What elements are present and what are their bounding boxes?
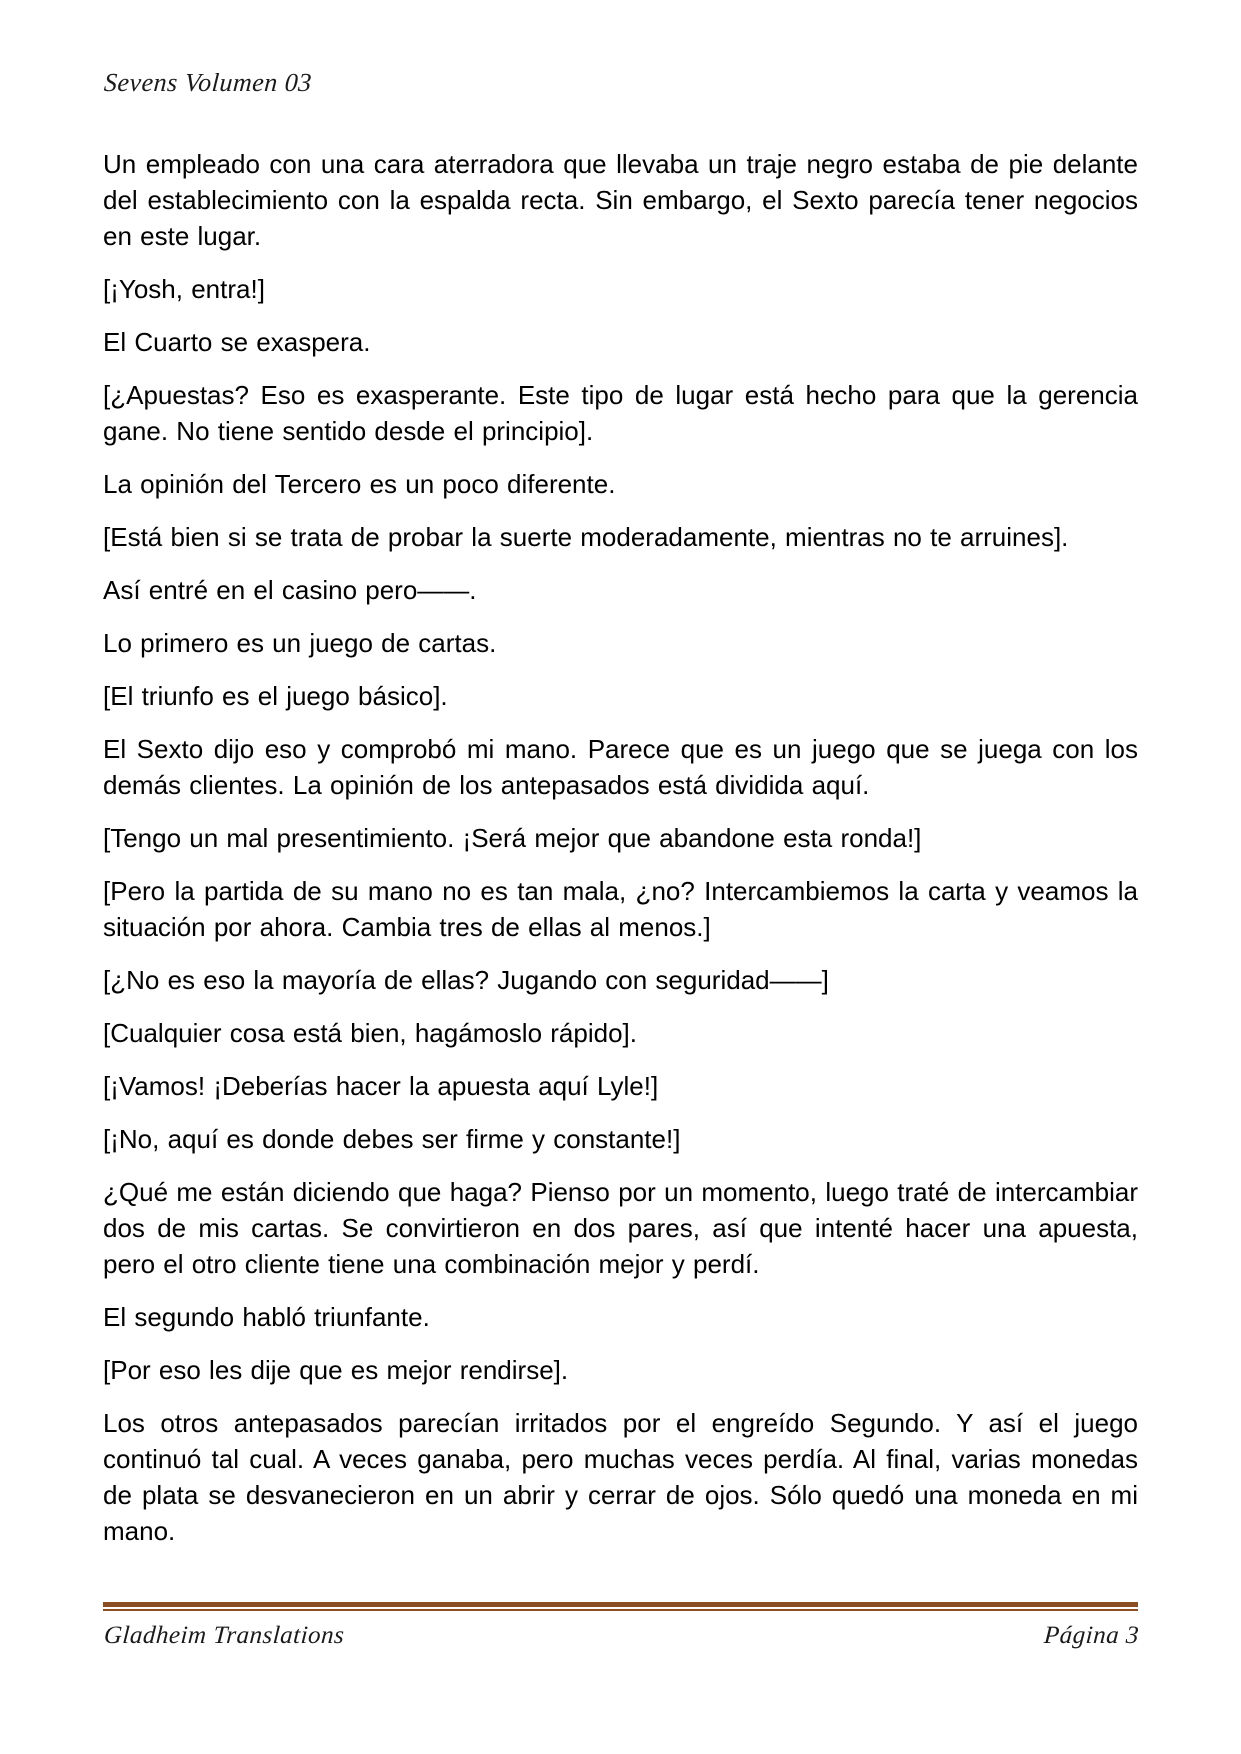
body-paragraph: [Pero la partida de su mano no es tan mala, ¿no? Intercambiemos la carta y veamos la situación por ahora. Cambia tres de ellas al menos.] xyxy=(103,876,1138,942)
body-paragraph: [¿No es eso la mayoría de ellas? Jugando con seguridad——] xyxy=(103,965,829,995)
body-paragraph: La opinión del Tercero es un poco diferente. xyxy=(103,469,616,499)
body-paragraph: [El triunfo es el juego básico]. xyxy=(103,681,448,711)
body-paragraph: El Cuarto se exaspera. xyxy=(103,327,371,357)
body-paragraph: Un empleado con una cara aterradora que llevaba un traje negro estaba de pie delante del establecimiento con la espalda recta. Sin embargo, el Sexto parecía tener negocios en este lugar. xyxy=(103,149,1138,251)
page-header-title: Sevens Volumen 03 xyxy=(103,68,313,97)
body-paragraph: [Tengo un mal presentimiento. ¡Será mejor que abandone esta ronda!] xyxy=(103,823,922,853)
body-paragraph: [¡Yosh, entra!] xyxy=(103,274,265,304)
body-paragraph: Así entré en el casino pero——. xyxy=(103,575,477,605)
body-paragraph: [Está bien si se trata de probar la suerte moderadamente, mientras no te arruines]. xyxy=(103,522,1069,552)
body-paragraph: ¿Qué me están diciendo que haga? Pienso por un momento, luego traté de intercambiar dos de mis cartas. Se convirtieron en dos pares, así que intenté hacer una apuesta, pero el otro cliente tiene una combinación mejor y perdí. xyxy=(103,1177,1138,1279)
body-paragraph: [Cualquier cosa está bien, hagámoslo rápido]. xyxy=(103,1018,637,1048)
body-paragraph: El Sexto dijo eso y comprobó mi mano. Parece que es un juego que se juega con los demás clientes. La opinión de los antepasados está dividida aquí. xyxy=(103,734,1138,800)
footer-rule xyxy=(103,1602,1138,1611)
body-paragraph: Los otros antepasados parecían irritados por el engreído Segundo. Y así el juego continuó tal cual. A veces ganaba, pero muchas veces perdía. Al final, varias monedas de plata se desvanecieron en un abrir y cerrar de ojos. Sólo quedó una moneda en mi mano. xyxy=(103,1408,1138,1546)
body-paragraph: [Por eso les dije que es mejor rendirse]. xyxy=(103,1355,569,1385)
footer-page-number: Página 3 xyxy=(1043,1622,1140,1649)
page-header xyxy=(103,68,1138,98)
footer-translator-name: Gladheim Translations xyxy=(103,1622,346,1649)
body-paragraph: El segundo habló triunfante. xyxy=(103,1302,430,1332)
body-paragraph: [¡No, aquí es donde debes ser firme y constante!] xyxy=(103,1124,681,1154)
document-body xyxy=(103,146,1138,1549)
body-paragraph: [¿Apuestas? Eso es exasperante. Este tipo de lugar está hecho para que la gerencia gane. No tiene sentido desde el principio]. xyxy=(103,380,1138,446)
footer-text-row xyxy=(103,1622,1138,1650)
footer-rule-thin-line xyxy=(103,1609,1138,1611)
body-paragraph: Lo primero es un juego de cartas. xyxy=(103,628,497,658)
body-paragraph: [¡Vamos! ¡Deberías hacer la apuesta aquí Lyle!] xyxy=(103,1071,659,1101)
page-footer xyxy=(103,1602,1138,1650)
